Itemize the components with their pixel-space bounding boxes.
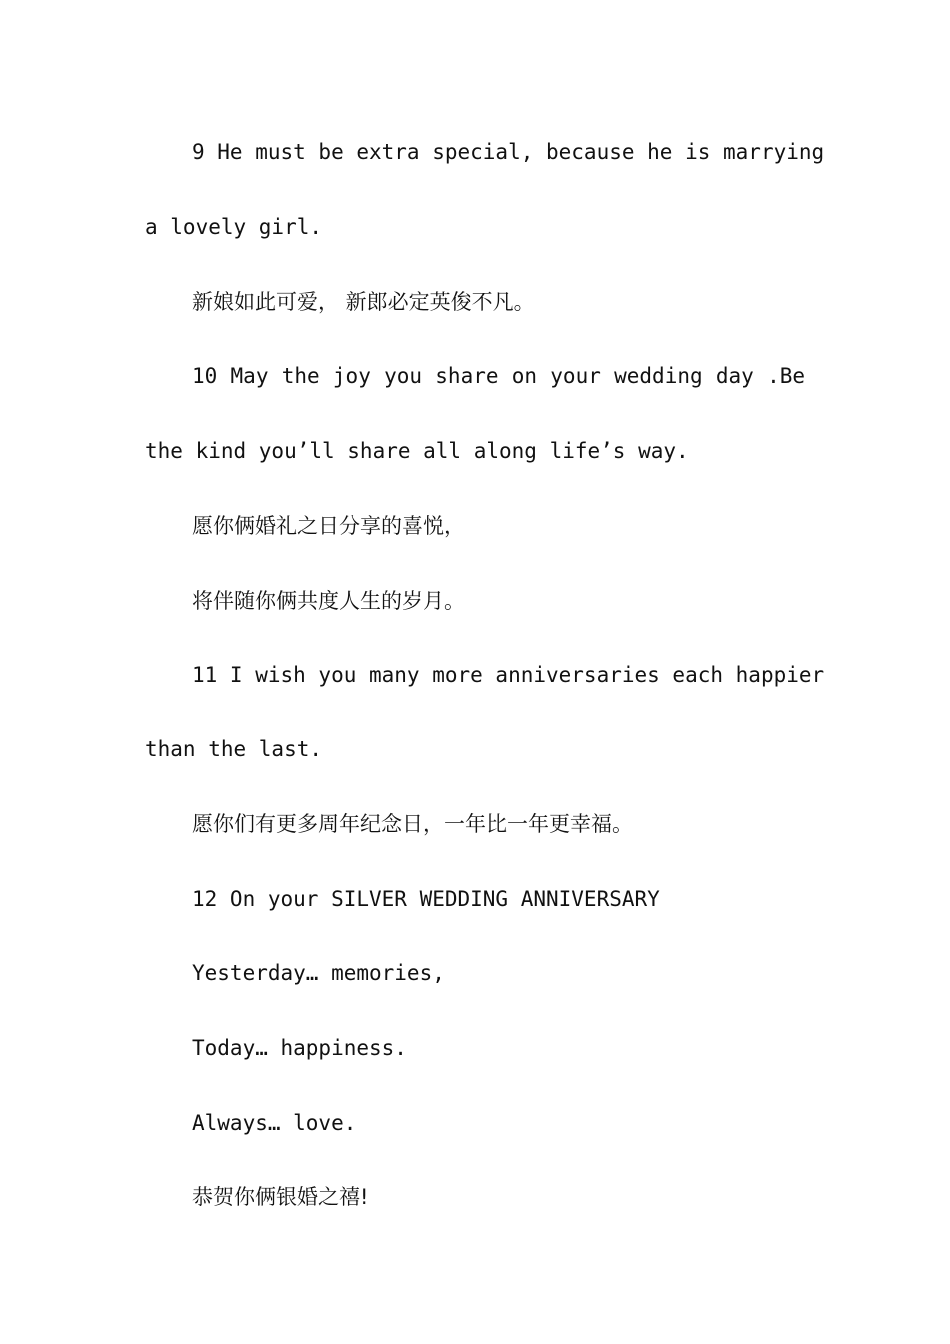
wish-11-chinese: 愿你们有更多周年纪念日，一年比一年更幸福。 [192,812,633,836]
wish-11-english-line-2: than the last. [145,737,323,761]
wish-10-english-line-2: the kind you’ll share all along life’s way. [145,439,689,463]
wish-12-line-always: Always… love. [192,1111,357,1135]
wish-9-english-line-1: 9 He must be extra special, because he is marrying [192,140,825,164]
wish-12-line-yesterday: Yesterday… memories, [192,961,445,985]
wish-12-chinese: 恭贺你俩银婚之禧! [192,1185,369,1209]
wish-12-heading: 12 On your SILVER WEDDING ANNIVERSARY [192,887,660,911]
wish-12-line-today: Today… happiness. [192,1036,407,1060]
wish-9-english-line-2: a lovely girl. [145,215,323,239]
wish-11-english-line-1: 11 I wish you many more anniversaries each happier [192,663,825,687]
wish-10-english-line-1: 10 May the joy you share on your wedding day .Be [192,364,805,388]
wish-10-chinese-line-1: 愿你俩婚礼之日分享的喜悦， [192,514,465,538]
wish-10-chinese-line-2: 将伴随你俩共度人生的岁月。 [192,589,465,613]
wish-9-chinese: 新娘如此可爱， 新郎必定英俊不凡。 [192,290,535,314]
